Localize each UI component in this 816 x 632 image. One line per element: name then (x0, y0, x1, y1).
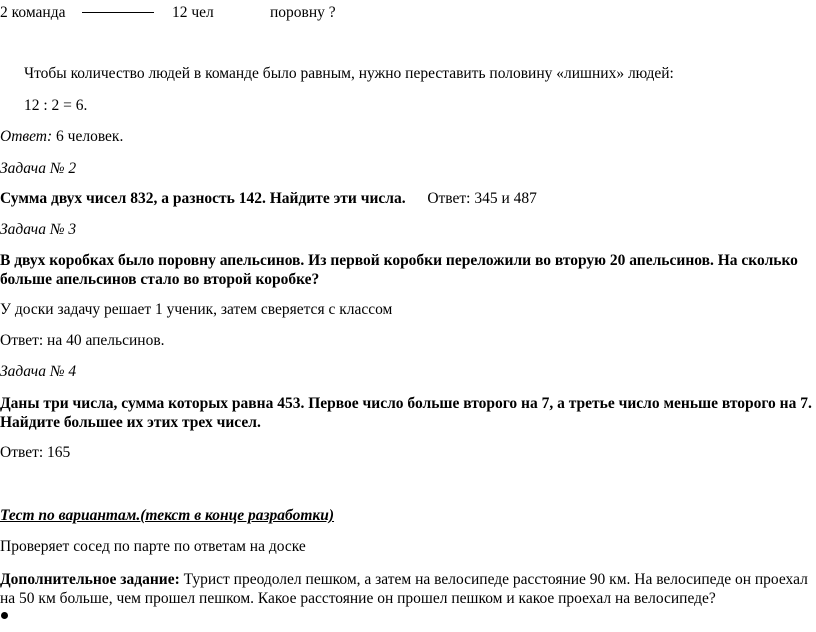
task-2-answer: Ответ: 345 и 487 (427, 190, 537, 207)
calculation: 12 : 2 = 6. (24, 97, 88, 114)
task-3-note: У доски задачу решает 1 ученик, затем сверяется с классом (0, 301, 393, 318)
task-3-answer: Ответ: на 40 апельсинов. (0, 332, 165, 349)
task-3-title: Задача № 3 (0, 221, 77, 238)
task-4-title: Задача № 4 (0, 363, 77, 380)
answer-1-value: 6 человек. (52, 128, 124, 145)
task-3-text: В двух коробках было поровну апельсинов. Из первой коробки переложили во вторую 20 апельсинов. На сколько больше апельсинов стало во второй коробке? (0, 252, 798, 288)
header-team: 2 команда (0, 4, 66, 21)
test-title: Тест по вариантам.(текст в конце разработки) (0, 507, 335, 524)
extra-task-label: Дополнительное задание: (0, 571, 180, 588)
extra-task (0, 570, 812, 608)
extra-task-text: Турист преодолел пешком, а затем на велосипеде расстояние 90 км. На велосипеде он проехал на 50 км больше, чем прошел пешком. Какое расстояние он прошел пешком и какое проехал на велосипеде? (0, 571, 808, 607)
test-note: Проверяет сосед по парте по ответам на доске (0, 538, 306, 555)
explanation-text: Чтобы количество людей в команде было равным, нужно переставить половину «лишних» людей: (24, 65, 674, 82)
task-2-title: Задача № 2 (0, 160, 77, 177)
header-count: 12 чел (172, 4, 214, 21)
header-arrow-line (82, 12, 154, 13)
answer-1-label: Ответ: (0, 128, 53, 145)
header-question: поровну ? (270, 4, 336, 21)
task-4-text: Даны три числа, сумма которых равна 453. Первое число больше второго на 7, а третье число меньше второго на 7. Найдите большее их этих трех чисел. (0, 395, 812, 431)
task-2-text: Сумма двух чисел 832, а разность 142. Найдите эти числа. (0, 190, 406, 207)
answer-1 (0, 127, 123, 146)
bullet-icon (1, 606, 8, 624)
task-4-answer: Ответ: 165 (0, 444, 71, 461)
task-2-line (0, 189, 537, 208)
